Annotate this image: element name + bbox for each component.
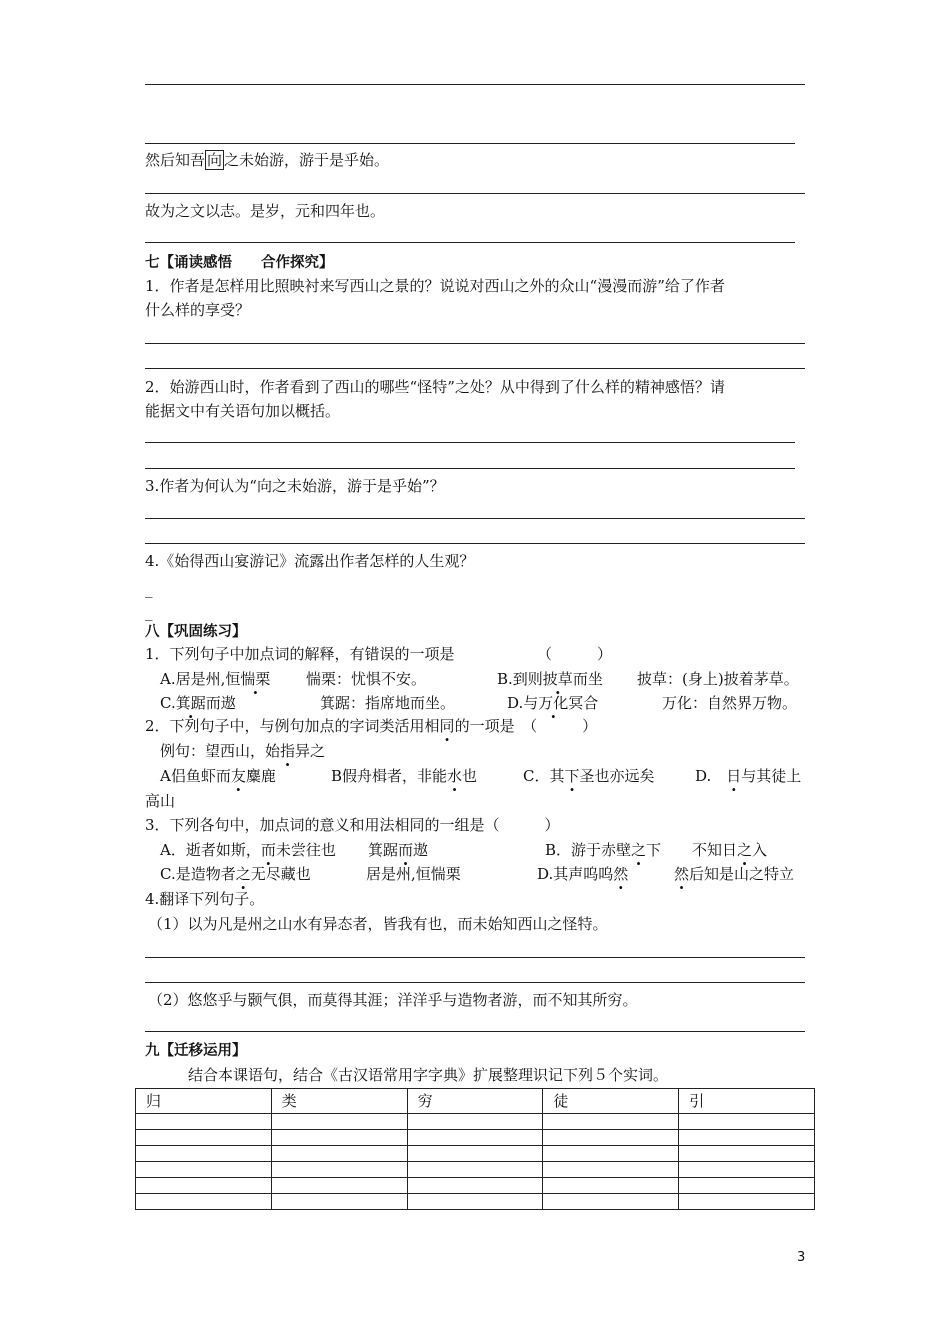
option-8-3-d2	[674, 863, 794, 884]
option-8-3-c2: 居是州,恒惴栗	[366, 865, 461, 883]
answer-rule	[145, 982, 805, 983]
table-cell[interactable]	[136, 1194, 272, 1210]
text-part: B．游于赤壁	[545, 841, 632, 859]
text-part: 2．下列句子中，与例句加点的字词类活用相	[145, 717, 440, 735]
option-8-1-a	[160, 668, 270, 689]
table-row	[136, 1146, 815, 1162]
text-part: D.与	[507, 694, 539, 712]
answer-rule	[145, 518, 805, 519]
table-cell[interactable]	[407, 1178, 543, 1194]
table-cell[interactable]	[679, 1146, 815, 1162]
question-7-1a: 1．作者是怎样用比照映衬来写西山之景的？说说对西山之外的众山“漫漫而游”给了作者	[145, 277, 725, 295]
dotted-word: 指	[280, 742, 296, 760]
option-8-1-c	[160, 692, 236, 713]
answer-rule	[145, 368, 805, 369]
answer-rule	[145, 468, 795, 469]
translate-8-4-1: （1）以为凡是州之山水有异态者，皆我有也，而未始知西山之怪特。	[148, 915, 608, 933]
dotted-word: 箕踞	[175, 694, 206, 712]
table-header-row	[136, 1089, 815, 1114]
section-9-intro: 结合本课语句，结合《古汉语常用字字典》扩展整理识记下列５个实词。	[188, 1066, 669, 1084]
text-part: 入	[752, 841, 768, 859]
top-rule	[145, 84, 805, 85]
question-8-3: 3．下列各句中，加点词的意义和用法相同的一组是（ ）	[145, 816, 560, 834]
text-part: A.居是州,恒	[160, 670, 241, 688]
dotted-word: 万化	[538, 694, 569, 712]
dotted-word: 而	[398, 841, 414, 859]
text-part: 例句：望西山，始	[160, 742, 281, 760]
explain-8-1-d: 万化：自然界万物。	[662, 694, 798, 712]
table-cell[interactable]	[136, 1114, 272, 1130]
text-part: 箕踞	[368, 841, 399, 859]
table-cell[interactable]	[543, 1162, 679, 1178]
text-part: B.到则	[497, 670, 543, 688]
text-part: 未尝往也	[275, 841, 336, 859]
explain-8-1-b: 披草：(身上)披着茅草。	[637, 670, 799, 688]
option-8-1-d	[507, 692, 598, 713]
text-part: 而坐	[572, 670, 603, 688]
table-cell[interactable]	[407, 1162, 543, 1178]
answer-rule	[145, 193, 805, 194]
table-cell[interactable]	[407, 1114, 543, 1130]
table-cell[interactable]	[543, 1130, 679, 1146]
table-cell[interactable]	[407, 1146, 543, 1162]
option-8-3-a2	[368, 839, 428, 860]
text-part: 下	[646, 841, 662, 859]
dotted-word: 惴栗	[240, 670, 271, 688]
question-7-3: 3.作者为何认为“向之未始游，游于是乎始”？	[145, 477, 445, 495]
option-8-2-b	[331, 765, 477, 786]
text-part: A侣鱼虾而	[160, 767, 231, 785]
explain-8-1-c: 箕踞：指席地而坐。	[320, 694, 456, 712]
table-cell[interactable]	[271, 1178, 407, 1194]
answer-rule	[145, 1031, 805, 1032]
text-part: C．其	[523, 767, 565, 785]
text-part: A．逝者如斯，	[160, 841, 261, 859]
table-cell[interactable]	[679, 1130, 815, 1146]
question-8-2	[145, 716, 597, 736]
answer-rule	[145, 957, 805, 958]
table-header-cell: 徒	[543, 1089, 679, 1114]
dotted-word: 友	[230, 767, 246, 785]
option-8-3-c	[160, 863, 311, 884]
table-cell[interactable]	[271, 1194, 407, 1210]
boxed-char: 向	[207, 151, 223, 169]
question-8-1: 1．下列句子中加点词的解释，有错误的一项是 （ ）	[145, 645, 613, 663]
option-8-2-a	[160, 765, 276, 786]
dotted-word: 披草	[542, 670, 573, 688]
dotted-word: 之	[631, 841, 647, 859]
text-line-2: 故为之文以志。是岁，元和四年也。	[145, 202, 386, 220]
answer-rule	[145, 242, 795, 243]
answer-rule	[145, 343, 805, 344]
option-8-3-b	[545, 839, 661, 860]
table-cell[interactable]	[543, 1194, 679, 1210]
table-cell[interactable]	[136, 1162, 272, 1178]
option-8-3-a	[160, 839, 336, 860]
table-cell[interactable]	[271, 1146, 407, 1162]
table-header-cell: 穷	[407, 1089, 543, 1114]
text-part: 冥合	[568, 694, 599, 712]
option-8-2-d	[695, 765, 801, 786]
table-cell[interactable]	[136, 1146, 272, 1162]
option-8-1-b	[497, 668, 603, 689]
text-part: 之未始游，游于是乎始。	[224, 151, 390, 169]
table-cell[interactable]	[136, 1130, 272, 1146]
text-part: 的一项是 （ ）	[454, 717, 598, 735]
question-7-4: 4.《始得西山宴游记》流露出作者怎样的人生观？	[145, 552, 475, 570]
option-8-3-d	[537, 863, 628, 884]
dotted-word: 而	[260, 841, 276, 859]
table-cell[interactable]	[679, 1194, 815, 1210]
text-part: C.	[160, 694, 176, 712]
dotted-word: 然	[674, 865, 690, 883]
table-row	[136, 1194, 815, 1210]
question-8-4: 4.翻译下列句子。	[145, 890, 265, 908]
explain-8-1-a: 惴栗：忧惧不安。	[306, 670, 427, 688]
answer-rule	[145, 143, 795, 144]
dotted-word: 之	[737, 841, 753, 859]
table-cell[interactable]	[136, 1178, 272, 1194]
table-header-cell: 引	[679, 1089, 815, 1114]
option-8-2-d-tail: 高山	[145, 792, 176, 810]
table-header-cell: 类	[271, 1089, 407, 1114]
table-row	[136, 1178, 815, 1194]
example-8-2	[160, 740, 325, 761]
table-cell[interactable]	[679, 1114, 815, 1130]
page-number: 3	[797, 1250, 806, 1265]
table-cell[interactable]	[679, 1162, 815, 1178]
table-cell[interactable]	[543, 1178, 679, 1194]
table-cell[interactable]	[271, 1114, 407, 1130]
text-part: B假舟楫者，非能	[331, 767, 448, 785]
dotted-word: 水	[447, 767, 463, 785]
text-line-1	[145, 150, 389, 170]
dash-mark: _	[145, 580, 153, 598]
text-part: 圣也亦远矣	[579, 767, 655, 785]
text-part: 与其徒上	[741, 767, 802, 785]
text-part: 而遨	[205, 694, 236, 712]
dotted-word: 日	[726, 767, 742, 785]
answer-rule	[145, 543, 805, 544]
table-cell[interactable]	[543, 1114, 679, 1130]
text-part: 也	[462, 767, 478, 785]
translate-8-4-2: （2）悠悠乎与颢气俱，而莫得其涯；洋洋乎与造物者游，而不知其所穷。	[148, 991, 638, 1009]
text-part: C.是造物者	[160, 865, 236, 883]
dash-mark: _	[145, 603, 153, 621]
word-table	[135, 1088, 815, 1210]
table-cell[interactable]	[271, 1162, 407, 1178]
question-7-2b: 能据文中有关语句加以概括。	[145, 402, 341, 420]
answer-rule	[145, 442, 795, 443]
section-7-title: 七【诵读感悟 合作探究】	[145, 255, 334, 271]
table-cell[interactable]	[271, 1130, 407, 1146]
table-cell[interactable]	[407, 1194, 543, 1210]
table-cell[interactable]	[407, 1130, 543, 1146]
text-part: 后知是山之特立	[689, 865, 795, 883]
section-8-title: 八【巩固练习】	[145, 624, 247, 640]
table-row	[136, 1162, 815, 1178]
table-row	[136, 1114, 815, 1130]
table-row	[136, 1130, 815, 1146]
text-part: 异之	[295, 742, 326, 760]
dotted-word: 同	[439, 717, 455, 735]
text-part: D.其声呜呜	[537, 865, 614, 883]
option-8-2-c	[523, 765, 655, 786]
dotted-word: 下	[564, 767, 580, 785]
table-cell[interactable]	[679, 1178, 815, 1194]
question-7-2a: 2．始游西山时，作者看到了西山的哪些“怪特”之处？从中得到了什么样的精神感悟？请	[145, 378, 725, 396]
text-part: 然后知吾	[145, 151, 206, 169]
dotted-word: 然	[613, 865, 629, 883]
question-7-1b: 什么样的享受？	[145, 301, 251, 319]
dotted-word: 之	[235, 865, 251, 883]
table-header-cell: 归	[136, 1089, 272, 1114]
section-9-title: 九【迁移运用】	[145, 1043, 247, 1059]
option-8-3-b2	[692, 839, 767, 860]
text-part: 遨	[413, 841, 429, 859]
text-part: D.	[695, 767, 727, 785]
text-part: 不知日	[692, 841, 738, 859]
text-part: 麋鹿	[245, 767, 276, 785]
text-part: 无尽藏也	[250, 865, 311, 883]
table-cell[interactable]	[543, 1146, 679, 1162]
